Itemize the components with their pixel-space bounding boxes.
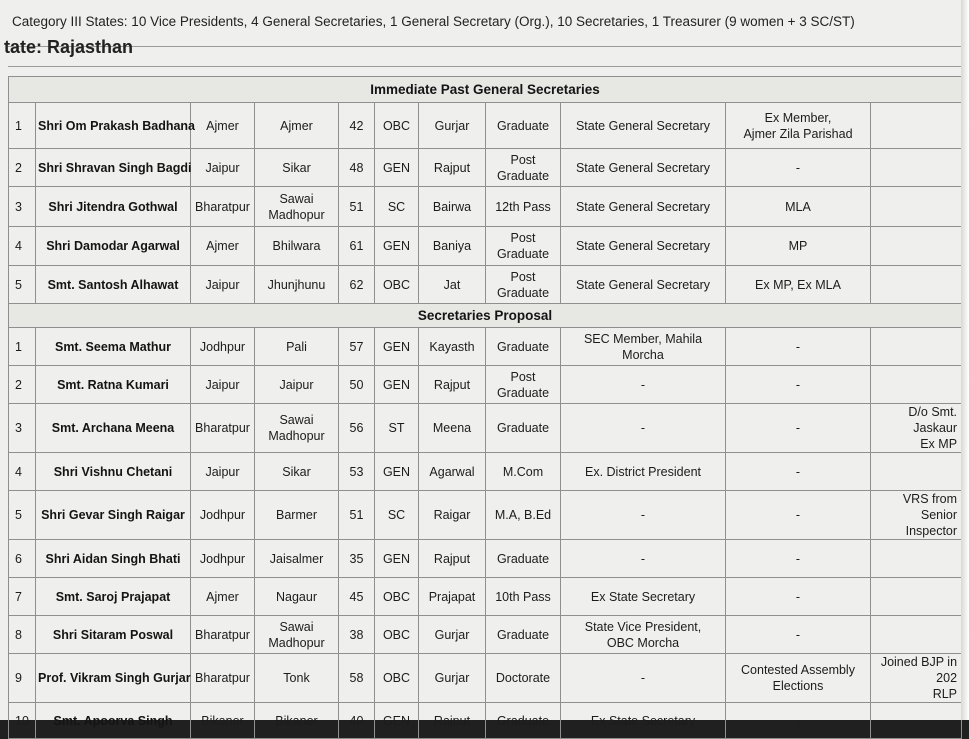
age-cell: 56: [339, 404, 375, 453]
member-name-cell: Shri Gevar Singh Raigar: [36, 491, 191, 540]
member-name-cell: Smt. Seema Mathur: [36, 328, 191, 366]
education-cell: Graduate: [486, 404, 561, 453]
age-cell: 58: [339, 654, 375, 703]
table-row: [9, 654, 962, 703]
member-name-cell: Shri Aidan Singh Bhati: [36, 540, 191, 578]
district-cell: Ajmer: [191, 103, 255, 149]
category-cell: OBC: [375, 654, 419, 703]
row-number-cell: 8: [9, 616, 36, 654]
age-cell: 51: [339, 491, 375, 540]
party-post-cell: SEC Member, Mahila Morcha: [561, 328, 726, 366]
category-cell: GEN: [375, 227, 419, 266]
category-cell: GEN: [375, 703, 419, 739]
row-number-cell: 1: [9, 328, 36, 366]
row-number-cell: 4: [9, 453, 36, 491]
hometown-cell: Sikar: [255, 149, 339, 187]
public-post-cell: -: [726, 149, 871, 187]
category-cell: OBC: [375, 103, 419, 149]
remarks-cell: [871, 578, 962, 616]
table-row: [9, 540, 962, 578]
table-row: [9, 578, 962, 616]
table-row: [9, 616, 962, 654]
district-cell: Jaipur: [191, 366, 255, 404]
public-post-cell: -: [726, 540, 871, 578]
public-post-cell: -: [726, 453, 871, 491]
district-cell: Bharatpur: [191, 187, 255, 227]
remarks-cell: [871, 328, 962, 366]
public-post-cell: -: [726, 578, 871, 616]
caste-cell: Agarwal: [419, 453, 486, 491]
education-cell: Graduate: [486, 540, 561, 578]
hometown-cell: Barmer: [255, 491, 339, 540]
hometown-cell: Jaisalmer: [255, 540, 339, 578]
hometown-cell: Sikar: [255, 453, 339, 491]
public-post-cell: -: [726, 404, 871, 453]
party-post-cell: State General Secretary: [561, 103, 726, 149]
member-name-cell: Smt. Ratna Kumari: [36, 366, 191, 404]
district-cell: Jodhpur: [191, 540, 255, 578]
member-name-cell: Shri Vishnu Chetani: [36, 453, 191, 491]
age-cell: 45: [339, 578, 375, 616]
education-cell: Post Graduate: [486, 366, 561, 404]
party-post-cell: State General Secretary: [561, 187, 726, 227]
education-cell: Doctorate: [486, 654, 561, 703]
remarks-cell: [871, 540, 962, 578]
party-post-cell: -: [561, 491, 726, 540]
party-post-cell: State General Secretary: [561, 266, 726, 304]
remarks-cell: [871, 453, 962, 491]
party-post-cell: State Vice President, OBC Morcha: [561, 616, 726, 654]
member-name-cell: Smt. Apoorva Singh: [36, 703, 191, 739]
district-cell: Jodhpur: [191, 328, 255, 366]
section-title: Secretaries Proposal: [9, 304, 962, 328]
category-cell: SC: [375, 491, 419, 540]
table-row: [9, 149, 962, 187]
category-cell: OBC: [375, 578, 419, 616]
caste-cell: Gurjar: [419, 103, 486, 149]
public-post-cell: MP: [726, 227, 871, 266]
remarks-cell: [871, 227, 962, 266]
age-cell: 38: [339, 616, 375, 654]
public-post-cell: Ex Member, Ajmer Zila Parishad: [726, 103, 871, 149]
remarks-cell: [871, 266, 962, 304]
remarks-cell: VRS from Senior Inspector: [871, 491, 962, 540]
district-cell: Ajmer: [191, 578, 255, 616]
remarks-cell: [871, 703, 962, 739]
party-post-cell: Ex. District President: [561, 453, 726, 491]
table-body: [9, 77, 962, 739]
table-row: [9, 328, 962, 366]
public-post-cell: -: [726, 703, 871, 739]
public-post-cell: Contested Assembly Elections: [726, 654, 871, 703]
public-post-cell: -: [726, 328, 871, 366]
table-row: [9, 453, 962, 491]
row-number-cell: 2: [9, 366, 36, 404]
caste-cell: Rajput: [419, 366, 486, 404]
hometown-cell: Tonk: [255, 654, 339, 703]
district-cell: Jaipur: [191, 453, 255, 491]
party-post-cell: -: [561, 366, 726, 404]
caste-cell: Rajput: [419, 149, 486, 187]
district-cell: Jaipur: [191, 149, 255, 187]
district-cell: Bikaner: [191, 703, 255, 739]
hometown-cell: Sawai Madhopur: [255, 187, 339, 227]
district-cell: Jaipur: [191, 266, 255, 304]
age-cell: 50: [339, 366, 375, 404]
remarks-cell: [871, 187, 962, 227]
section-header-row: [9, 304, 962, 328]
party-post-cell: State General Secretary: [561, 149, 726, 187]
party-post-cell: -: [561, 404, 726, 453]
public-post-cell: Ex MP, Ex MLA: [726, 266, 871, 304]
party-post-cell: -: [561, 540, 726, 578]
row-number-cell: 3: [9, 187, 36, 227]
age-cell: 62: [339, 266, 375, 304]
member-name-cell: Shri Shravan Singh Bagdi: [36, 149, 191, 187]
education-cell: Post Graduate: [486, 227, 561, 266]
age-cell: 57: [339, 328, 375, 366]
category-cell: GEN: [375, 328, 419, 366]
member-name-cell: Shri Jitendra Gothwal: [36, 187, 191, 227]
hometown-cell: Sawai Madhopur: [255, 616, 339, 654]
district-cell: Jodhpur: [191, 491, 255, 540]
education-cell: M.A, B.Ed: [486, 491, 561, 540]
age-cell: 51: [339, 187, 375, 227]
district-cell: Bharatpur: [191, 654, 255, 703]
caste-cell: Gurjar: [419, 654, 486, 703]
row-number-cell: 9: [9, 654, 36, 703]
remarks-cell: [871, 103, 962, 149]
row-number-cell: 4: [9, 227, 36, 266]
caste-cell: Jat: [419, 266, 486, 304]
caste-cell: Rajput: [419, 540, 486, 578]
hometown-cell: Pali: [255, 328, 339, 366]
district-cell: Bharatpur: [191, 616, 255, 654]
remarks-cell: [871, 366, 962, 404]
category-cell: GEN: [375, 366, 419, 404]
hometown-cell: Bhilwara: [255, 227, 339, 266]
district-cell: Bharatpur: [191, 404, 255, 453]
age-cell: 35: [339, 540, 375, 578]
age-cell: 40: [339, 703, 375, 739]
category-line: Category III States: 10 Vice Presidents, 4 General Secretaries, 1 General Secretary (Org.), 10 Secretaries, 1 Treasurer (9 women + 3 SC/ST): [12, 14, 855, 29]
caste-cell: Bairwa: [419, 187, 486, 227]
row-number-cell: 10: [9, 703, 36, 739]
row-number-cell: 3: [9, 404, 36, 453]
member-name-cell: Smt. Saroj Prajapat: [36, 578, 191, 616]
remarks-cell: D/o Smt. Jaskaur Ex MP: [871, 404, 962, 453]
education-cell: Graduate: [486, 616, 561, 654]
section-header-row: [9, 77, 962, 103]
remarks-cell: [871, 616, 962, 654]
education-cell: Graduate: [486, 103, 561, 149]
row-number-cell: 6: [9, 540, 36, 578]
education-cell: Post Graduate: [486, 149, 561, 187]
education-cell: Graduate: [486, 703, 561, 739]
category-cell: SC: [375, 187, 419, 227]
member-name-cell: Shri Om Prakash Badhana: [36, 103, 191, 149]
party-post-cell: -: [561, 654, 726, 703]
age-cell: 53: [339, 453, 375, 491]
table-row: [9, 366, 962, 404]
remarks-cell: Joined BJP in 202 RLP: [871, 654, 962, 703]
table-row: [9, 404, 962, 453]
table-row: [9, 103, 962, 149]
category-cell: GEN: [375, 453, 419, 491]
category-cell: GEN: [375, 540, 419, 578]
education-cell: Post Graduate: [486, 266, 561, 304]
hometown-cell: Nagaur: [255, 578, 339, 616]
category-cell: ST: [375, 404, 419, 453]
caste-cell: Kayasth: [419, 328, 486, 366]
public-post-cell: -: [726, 616, 871, 654]
party-post-cell: State General Secretary: [561, 227, 726, 266]
divider: [8, 66, 969, 67]
hometown-cell: Ajmer: [255, 103, 339, 149]
caste-cell: Raigar: [419, 491, 486, 540]
divider: [8, 46, 969, 47]
education-cell: M.Com: [486, 453, 561, 491]
caste-cell: Meena: [419, 404, 486, 453]
category-cell: OBC: [375, 616, 419, 654]
table-row: [9, 703, 962, 739]
member-name-cell: Smt. Santosh Alhawat: [36, 266, 191, 304]
party-post-cell: Ex State Secretary: [561, 703, 726, 739]
caste-cell: Rajput: [419, 703, 486, 739]
district-cell: Ajmer: [191, 227, 255, 266]
caste-cell: Prajapat: [419, 578, 486, 616]
caste-cell: Baniya: [419, 227, 486, 266]
member-name-cell: Prof. Vikram Singh Gurjar: [36, 654, 191, 703]
table-row: [9, 227, 962, 266]
category-cell: OBC: [375, 266, 419, 304]
members-table: [8, 76, 962, 739]
age-cell: 48: [339, 149, 375, 187]
public-post-cell: -: [726, 491, 871, 540]
hometown-cell: Jhunjhunu: [255, 266, 339, 304]
education-cell: 12th Pass: [486, 187, 561, 227]
public-post-cell: MLA: [726, 187, 871, 227]
table-row: [9, 187, 962, 227]
row-number-cell: 5: [9, 266, 36, 304]
party-post-cell: Ex State Secretary: [561, 578, 726, 616]
row-number-cell: 5: [9, 491, 36, 540]
section-title: Immediate Past General Secretaries: [9, 77, 962, 103]
hometown-cell: Bikaner: [255, 703, 339, 739]
age-cell: 61: [339, 227, 375, 266]
remarks-cell: [871, 149, 962, 187]
hometown-cell: Jaipur: [255, 366, 339, 404]
page-edge: [961, 0, 969, 720]
state-title: tate: Rajasthan: [4, 37, 134, 57]
row-number-cell: 2: [9, 149, 36, 187]
table-row: [9, 266, 962, 304]
member-name-cell: Smt. Archana Meena: [36, 404, 191, 453]
row-number-cell: 7: [9, 578, 36, 616]
member-name-cell: Shri Sitaram Poswal: [36, 616, 191, 654]
table-row: [9, 491, 962, 540]
category-cell: GEN: [375, 149, 419, 187]
age-cell: 42: [339, 103, 375, 149]
education-cell: 10th Pass: [486, 578, 561, 616]
member-name-cell: Shri Damodar Agarwal: [36, 227, 191, 266]
row-number-cell: 1: [9, 103, 36, 149]
education-cell: Graduate: [486, 328, 561, 366]
caste-cell: Gurjar: [419, 616, 486, 654]
public-post-cell: -: [726, 366, 871, 404]
hometown-cell: Sawai Madhopur: [255, 404, 339, 453]
